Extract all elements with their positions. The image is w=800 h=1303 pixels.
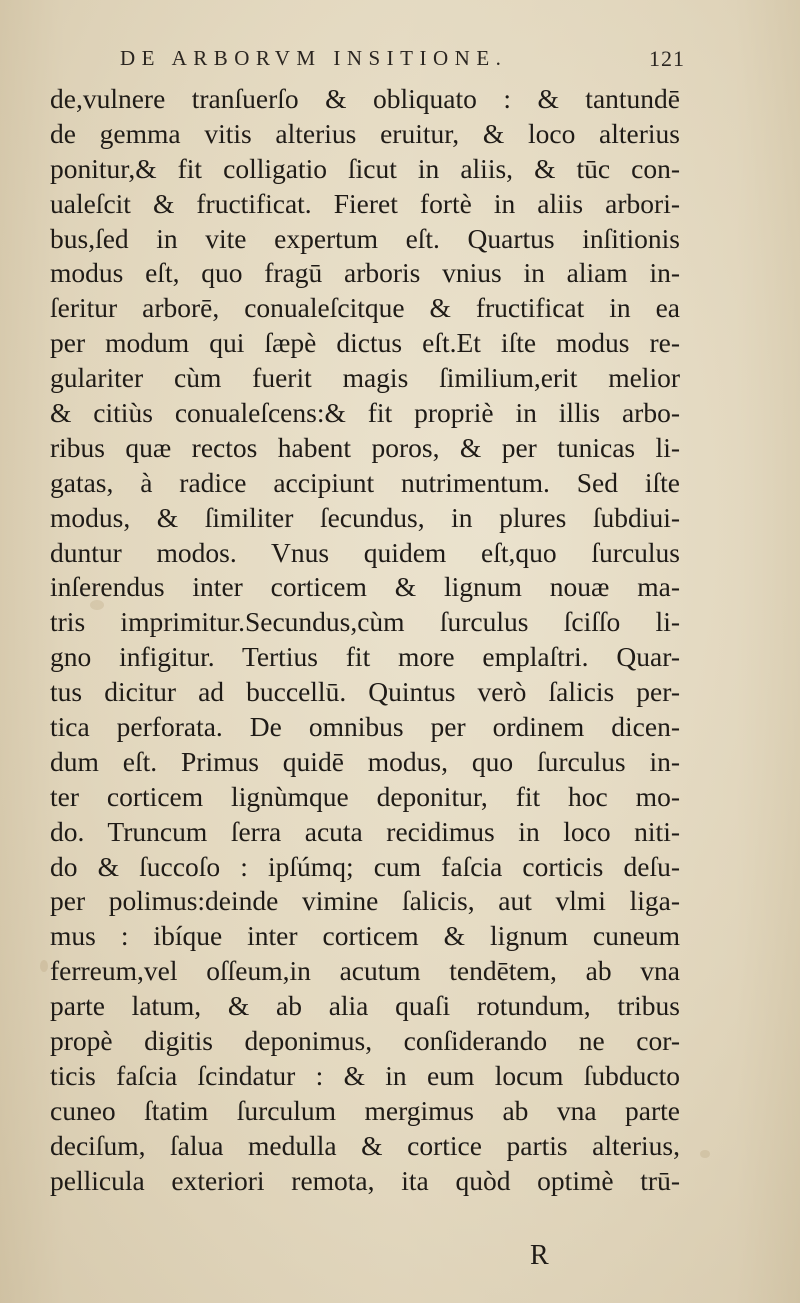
text-line: ter corticem lignùmque deponitur, fit hoc mo- bbox=[50, 780, 680, 812]
text-line: ferreum,vel oſſeum,in acutum tendētem, ab vna bbox=[50, 955, 680, 987]
text-line: ponitur,& fit colligatio ſicut in aliis, & tūc con- bbox=[50, 152, 680, 184]
text-line: per modum qui ſæpè dictus eſt.Et iſte modus re- bbox=[50, 327, 680, 359]
text-line: gatas, à radice accipiunt nutrimentum. Sed iſte bbox=[50, 466, 680, 498]
text-line: de,vulnere tranſuerſo & obliquato : & tantundē bbox=[50, 83, 680, 114]
text-line: gno infigitur. Tertius fit more emplaſtri. Quar- bbox=[50, 641, 680, 673]
text-line: do & ſuccoſo : ipſúmq; cum faſcia corticis deſu- bbox=[50, 850, 680, 882]
text-line: cuneo ſtatim ſurculum mergimus ab vna parte bbox=[50, 1094, 680, 1126]
text-line: propè digitis deponimus, conſiderando ne cor- bbox=[50, 1025, 680, 1057]
text-line: ſeritur arborē, conualeſcitque & fructificat in ea bbox=[50, 292, 680, 324]
text-line: ribus quæ rectos habent poros, & per tunicas li- bbox=[50, 431, 680, 463]
running-head: DE ARBORVM INSITIONE. bbox=[120, 46, 508, 70]
signature-mark: R bbox=[530, 1240, 549, 1271]
text-line: per polimus:deinde vimine ſalicis, aut vlmi liga- bbox=[50, 885, 680, 917]
page-number: 121 bbox=[649, 46, 685, 71]
text-line: & citiùs conualeſcens:& fit propriè in illis arbo- bbox=[50, 397, 680, 429]
page-header bbox=[120, 46, 685, 76]
text-line: inſerendus inter corticem & lignum nouæ ma- bbox=[50, 571, 680, 603]
text-line: mus : ibíque inter corticem & lignum cuneum bbox=[50, 920, 680, 952]
text-line: ualeſcit & fructificat. Fieret fortè in aliis arbori- bbox=[50, 187, 680, 219]
text-line: deciſum, ſalua medulla & cortice partis alterius, bbox=[50, 1129, 680, 1161]
text-line: tica perforata. De omnibus per ordinem dicen- bbox=[50, 711, 680, 743]
text-line: modus eſt, quo fragū arboris vnius in aliam in- bbox=[50, 257, 680, 289]
text-line: dum eſt. Primus quidē modus, quo ſurculus in- bbox=[50, 745, 680, 777]
text-line: modus, & ſimiliter ſecundus, in plures ſubdiui- bbox=[50, 501, 680, 533]
text-line: tus dicitur ad buccellū. Quintus verò ſalicis per- bbox=[50, 676, 680, 708]
text-line: de gemma vitis alterius eruitur, & loco alterius bbox=[50, 117, 680, 149]
text-line: gulariter cùm fuerit magis ſimilium,erit melior bbox=[50, 362, 680, 394]
text-line: bus,ſed in vite expertum eſt. Quartus inſitionis bbox=[50, 222, 680, 254]
text-line: ticis faſcia ſcindatur : & in eum locum ſubducto bbox=[50, 1059, 680, 1091]
text-line: tris imprimitur.Secundus,cùm ſurculus ſciſſo li- bbox=[50, 606, 680, 638]
text-line: parte latum, & ab alia quaſi rotundum, tribus bbox=[50, 990, 680, 1022]
text-line: do. Truncum ſerra acuta recidimus in loco niti- bbox=[50, 815, 680, 847]
text-line: duntur modos. Vnus quidem eſt,quo ſurculus bbox=[50, 536, 680, 568]
body-text bbox=[50, 82, 750, 1199]
text-line: pellicula exteriori remota, ita quòd optimè trū- bbox=[50, 1164, 680, 1196]
